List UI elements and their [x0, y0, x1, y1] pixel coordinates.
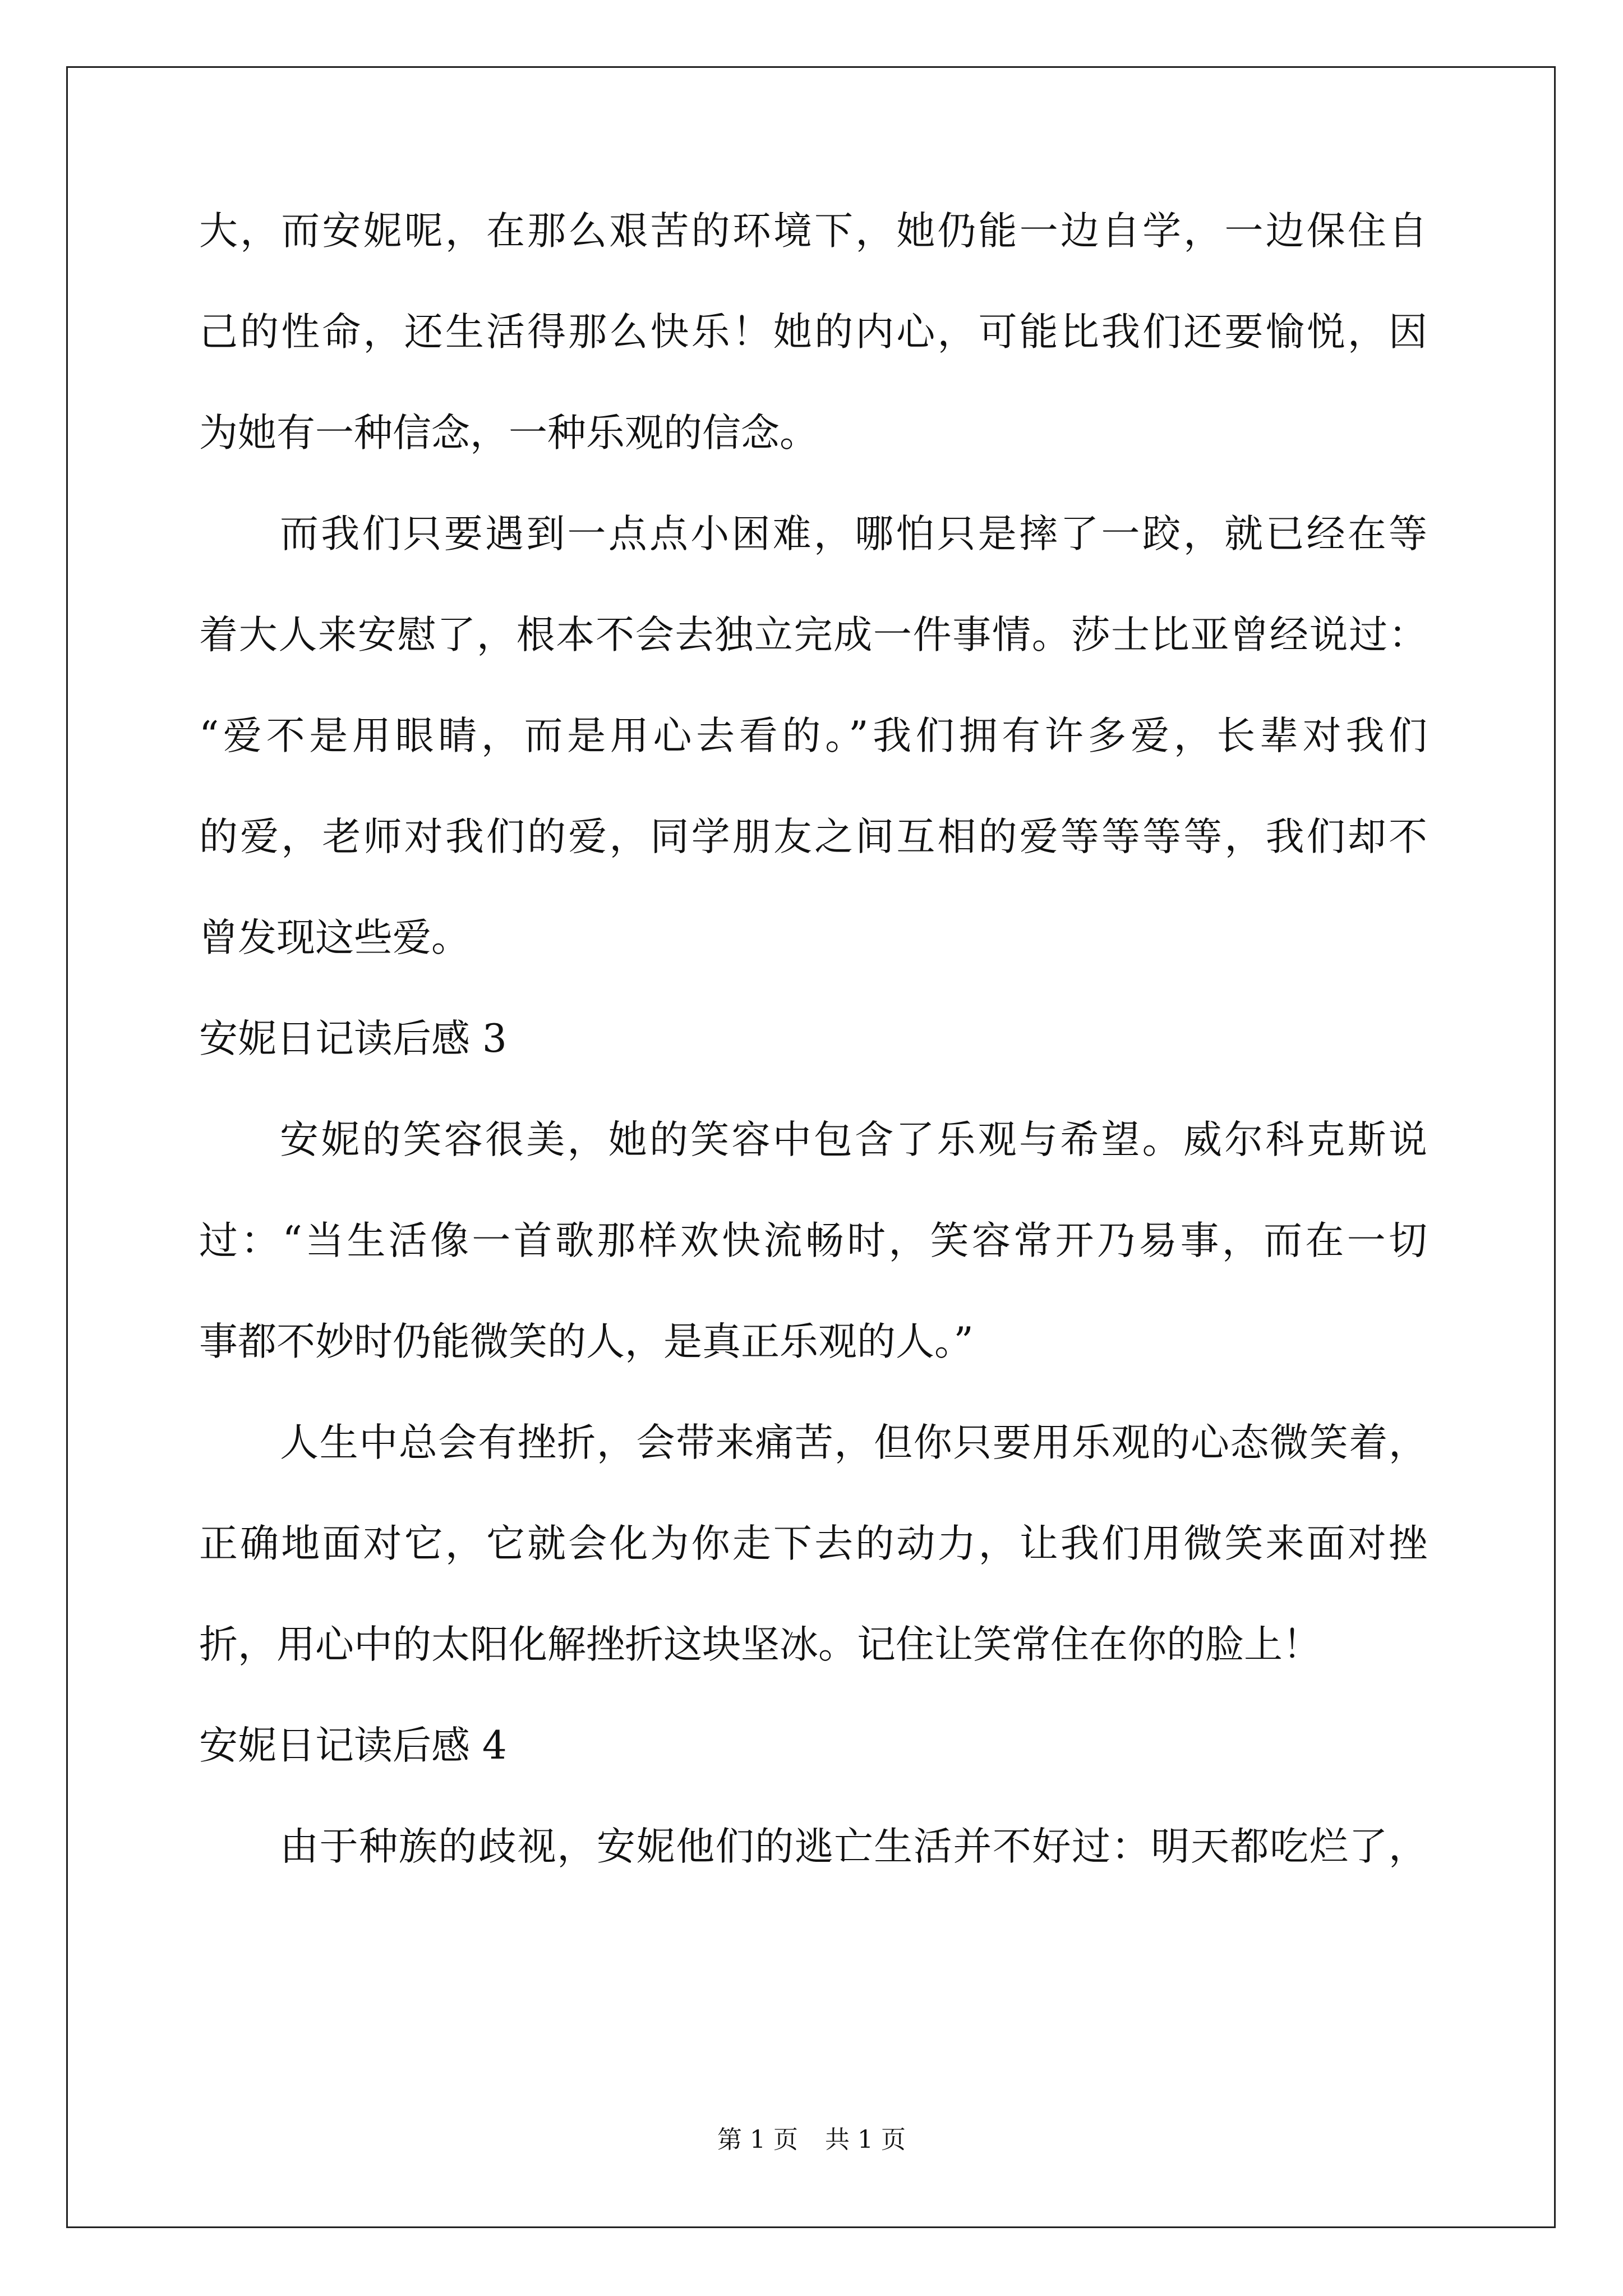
page-footer: [0, 2123, 1623, 2157]
body-line: 为她有一种信念，一种乐观的信念。: [199, 411, 818, 455]
page-total: 共 1 页: [825, 2125, 906, 2154]
body-line: 大，而安妮呢，在那么艰苦的环境下，她仍能一边自学，一边保住自: [199, 209, 1427, 254]
body-line: 己的性命，还生活得那么快乐！她的内心，可能比我们还要愉悦，因: [199, 310, 1427, 355]
body-line: 折，用心中的太阳化解挫折这块坚冰。记住让笑常住在你的脸上！: [199, 1622, 1321, 1667]
page-number: 第 1 页: [717, 2125, 798, 2154]
body-line: 过：“当生活像一首歌那样欢快流畅时，笑容常开乃易事，而在一切: [199, 1218, 1427, 1263]
paragraph-first-line: 人生中总会有挫折，会带来痛苦，但你只要用乐观的心态微笑着，: [280, 1420, 1427, 1465]
section-heading: 安妮日记读后感 4: [199, 1723, 507, 1768]
paragraph-first-line: 而我们只要遇到一点点小困难，哪怕只是摔了一跤，就已经在等: [280, 512, 1427, 556]
body-line: 正确地面对它，它就会化为你走下去的动力，让我们用微笑来面对挫: [199, 1521, 1427, 1566]
body-line: 的爱，老师对我们的爱，同学朋友之间互相的爱等等等等，我们却不: [199, 815, 1427, 859]
section-heading: 安妮日记读后感 3: [199, 1016, 507, 1061]
body-line: 事都不妙时仍能微笑的人，是真正乐观的人。”: [199, 1319, 974, 1364]
body-line: “爱不是用眼睛，而是用心去看的。”我们拥有许多爱，长辈对我们: [199, 714, 1427, 758]
body-line: 着大人来安慰了，根本不会去独立完成一件事情。莎士比亚曾经说过：: [199, 613, 1427, 657]
body-line: 曾发现这些爱。: [199, 915, 470, 960]
paragraph-first-line: 安妮的笑容很美，她的笑容中包含了乐观与希望。威尔科克斯说: [280, 1117, 1427, 1162]
paragraph-first-line: 由于种族的歧视，安妮他们的逃亡生活并不好过：明天都吃烂了，: [280, 1824, 1427, 1869]
